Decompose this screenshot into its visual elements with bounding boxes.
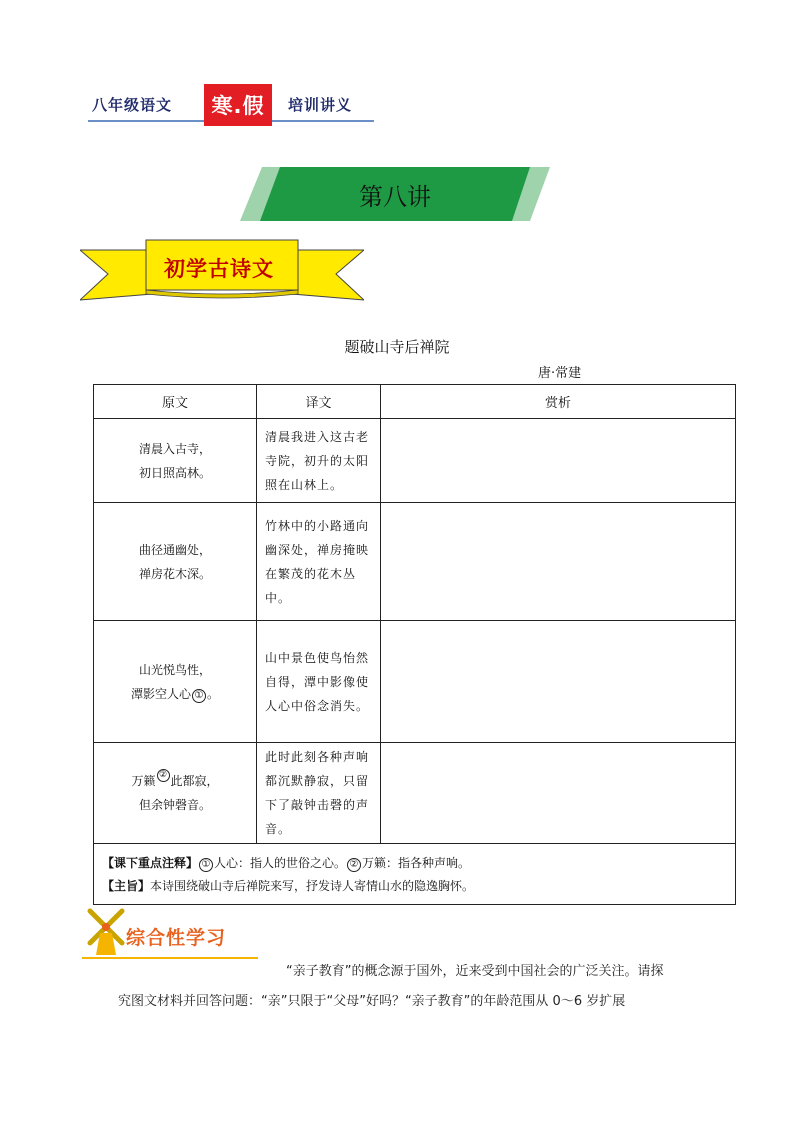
poem-author: 唐·常建 (538, 366, 582, 381)
windmill-icon (84, 905, 128, 957)
page-header (88, 84, 376, 122)
analysis-cell (381, 419, 736, 503)
section-heading (82, 905, 282, 961)
original-line: 曲径通幽处， (138, 542, 211, 557)
notes-row (94, 844, 736, 905)
original-text-cell (94, 503, 257, 621)
theme-label: 【主旨】 (102, 879, 151, 893)
original-line: 但余钟磬音。 (138, 798, 211, 812)
table-row (94, 621, 736, 743)
translation-cell: 清晨我进入这古老寺院，初升的太阳照在山林上。 (257, 419, 381, 503)
analysis-cell (381, 743, 736, 844)
section-title: 综合性学习 (126, 927, 227, 949)
footnote-marker: ② (157, 769, 170, 782)
column-header-translation: 译文 (257, 385, 381, 419)
table-header-row (94, 385, 736, 419)
table-row (94, 743, 736, 844)
footnote-marker: ① (192, 689, 206, 703)
original-line: 万籁 ② 此都寂， (131, 770, 219, 788)
column-header-original: 原文 (94, 385, 257, 419)
notes-cell (94, 844, 736, 905)
original-line: 清晨入古寺， (138, 441, 211, 456)
footnote-marker: ② (347, 858, 361, 872)
theme-text: 本诗围绕破山寺后禅院来写，抒发诗人寄情山水的隐逸胸怀。 (150, 879, 475, 893)
footnote-text: 万籁：指各种声响。 (362, 856, 471, 870)
column-header-analysis: 赏析 (381, 385, 736, 419)
table-row (94, 419, 736, 503)
original-line: 禅房花木深。 (138, 566, 211, 581)
original-text-cell (94, 743, 257, 844)
translation-cell: 此时此刻各种声响都沉默静寂，只留下了敲钟击磬的声音。 (257, 743, 381, 844)
poem-title: 题破山寺后禅院 (344, 338, 450, 356)
section-underline (82, 957, 258, 959)
lecture-banner (240, 167, 550, 221)
poem-table (93, 384, 736, 905)
original-line: 山光悦鸟性， (138, 662, 211, 677)
footnotes-line (102, 852, 727, 875)
original-text-cell (94, 419, 257, 503)
translation-cell: 山中景色使鸟怡然自得，潭中影像使人心中俗念消失。 (257, 621, 381, 743)
original-line: 初日照高林。 (138, 465, 211, 480)
paragraph-line: “亲子教育”的概念源于国外，近来受到中国社会的广泛关注。请探 (286, 964, 664, 979)
header-grade-text: 八年级语文 (92, 96, 173, 114)
header-highlight-box: 寒.假 (204, 84, 272, 126)
section-ribbon (80, 238, 364, 302)
lecture-title: 第八讲 (359, 182, 431, 211)
theme-line (102, 875, 727, 898)
footnote-marker: ① (199, 858, 213, 872)
notes-label: 【课下重点注释】 (102, 856, 199, 870)
analysis-cell (381, 621, 736, 743)
paragraph-line: 究图文材料并回答问题：“亲”只限于“父母”好吗？“亲子教育”的年龄范围从 0～6 岁扩展 (118, 994, 626, 1009)
table-row (94, 503, 736, 621)
footnote-text: 人心：指人的世俗之心。 (214, 856, 347, 870)
translation-cell: 竹林中的小路通向幽深处，禅房掩映在繁茂的花木丛中。 (257, 503, 381, 621)
ribbon-title: 初学古诗文 (164, 257, 274, 281)
header-lecture-text: 培训讲义 (288, 96, 353, 114)
original-text-cell (94, 621, 257, 743)
original-line: 潭影空人心 ① 。 (130, 686, 220, 701)
analysis-cell (381, 503, 736, 621)
